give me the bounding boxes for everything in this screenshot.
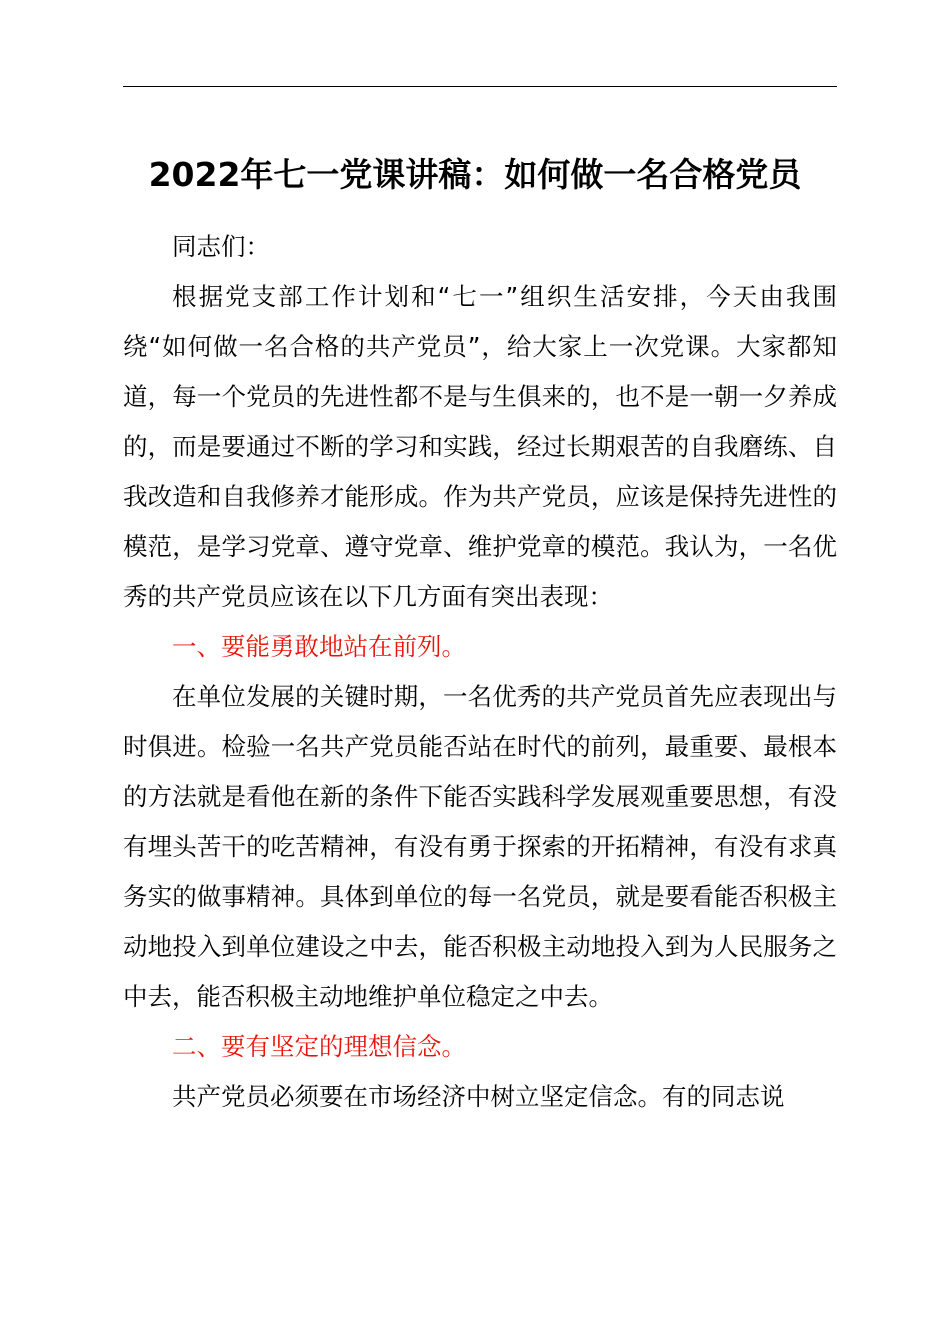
page-title: 2022年七一党课讲稿：如何做一名合格党员 bbox=[148, 155, 802, 194]
intro-paragraph: 根据党支部工作计划和“七一”组织生活安排，今天由我围绕“如何做一名合格的共产党员”，给大家上一次党课。大家都知道，每一个党员的先进性都不是与生俱来的，也不是一朝一夕养成的，而是要通过不断的学习和实践，经过长期艰苦的自我磨练、自我改造和自我修养才能形成。作为共产党员，应该是保持先进性的模范，是学习党章、遵守党章、维护党章的模范。我认为，一名优秀的共产党员应该在以下几方面有突出表现： bbox=[123, 282, 837, 611]
section-body-2: 共产党员必须要在市场经济中树立坚定信念。有的同志说 bbox=[172, 1082, 785, 1111]
section-heading-2: 二、要有坚定的理想信念。 bbox=[172, 1032, 466, 1061]
section-heading-1: 一、要能勇敢地站在前列。 bbox=[172, 632, 466, 661]
document-body bbox=[123, 222, 837, 1122]
greeting: 同志们： bbox=[172, 232, 270, 261]
section-body-1: 在单位发展的关键时期，一名优秀的共产党员首先应表现出与时俱进。检验一名共产党员能否站在时代的前列，最重要、最根本的方法就是看他在新的条件下能否实践科学发展观重要思想，有没有埋头苦干的吃苦精神，有没有勇于探索的开拓精神，有没有求真务实的做事精神。具体到单位的每一名党员，就是要看能否积极主动地投入到单位建设之中去，能否积极主动地投入到为人民服务之中去，能否积极主动地维护单位稳定之中去。 bbox=[123, 682, 837, 1011]
header-rule bbox=[123, 86, 837, 87]
